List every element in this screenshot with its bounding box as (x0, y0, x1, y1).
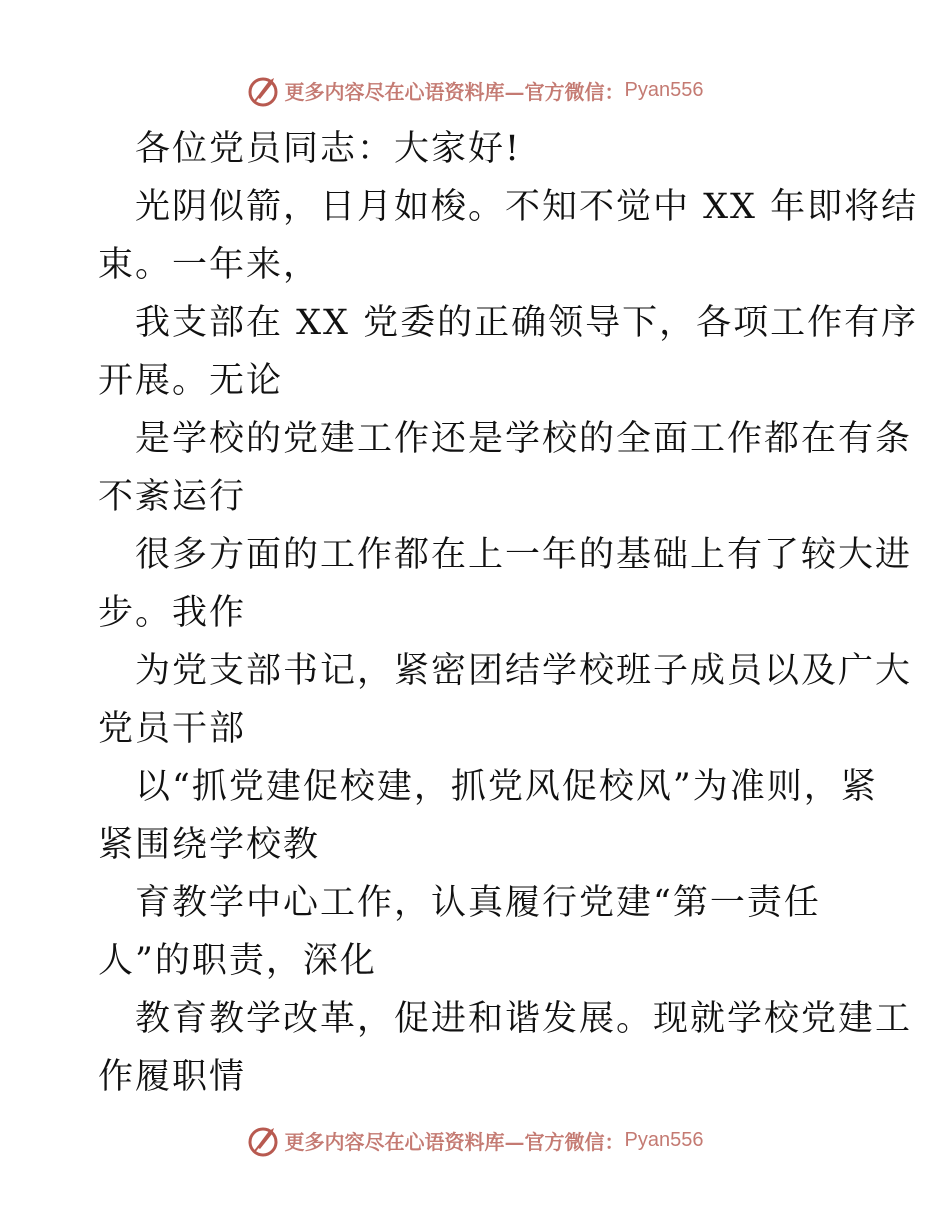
text-line: 步。我作 (98, 593, 247, 633)
text-line: 人”的职责，深化 (98, 941, 377, 981)
text-line: 光阴似箭，日月如梭。不知不觉中 XX 年即将结 (135, 187, 919, 227)
text-line: 党员干部 (98, 709, 247, 749)
wechat-id: Pyan556 (624, 1128, 704, 1151)
text-line: 不紊运行 (98, 477, 247, 517)
pen-quill-logo-icon (247, 73, 281, 107)
text-line: 紧围绕学校教 (98, 825, 321, 865)
header-watermark-banner (0, 70, 950, 110)
text-line: 束。一年来， (98, 245, 321, 285)
document-body (98, 120, 919, 1106)
watermark-text: 更多内容尽在心语资料库—官方微信： (284, 79, 625, 104)
text-line: 为党支部书记，紧密团结学校班子成员以及广大 (135, 651, 913, 691)
text-line: 很多方面的工作都在上一年的基础上有了较大进 (135, 535, 913, 575)
wechat-id: Pyan556 (624, 78, 704, 101)
text-line: 以“抓党建促校建，抓党风促校风”为准则，紧 (135, 767, 878, 807)
text-line: 我支部在 XX 党委的正确领导下，各项工作有序 (135, 303, 919, 343)
footer-watermark-banner (0, 1120, 950, 1160)
watermark-text: 更多内容尽在心语资料库—官方微信： (284, 1129, 625, 1154)
text-line: 是学校的党建工作还是学校的全面工作都在有条 (135, 419, 913, 459)
text-line: 教育教学改革，促进和谐发展。现就学校党建工 (135, 999, 913, 1039)
pen-quill-logo-icon (247, 1123, 281, 1157)
text-line: 育教学中心工作，认真履行党建“第一责任 (135, 883, 821, 923)
text-line: 各位党员同志：大家好! (135, 129, 522, 169)
text-line: 作履职情 (98, 1057, 247, 1097)
text-line: 开展。无论 (98, 361, 284, 401)
